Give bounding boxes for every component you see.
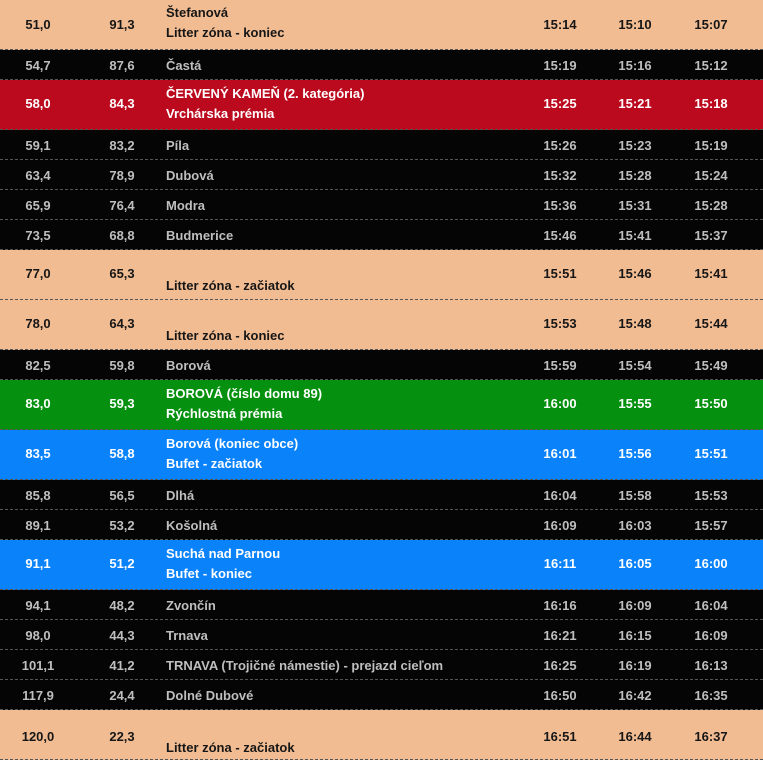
time-slow: 15:44 (694, 316, 728, 331)
km-cell: 63,4 (25, 168, 51, 183)
time-slow: 15:24 (694, 168, 728, 183)
time-slow: 15:12 (694, 58, 728, 73)
time-medium: 16:05 (618, 556, 652, 571)
time-fast: 15:26 (543, 138, 577, 153)
km-cell: 117,9 (22, 688, 54, 703)
time-slow: 15:19 (694, 138, 728, 153)
km-cell: 83,0 (25, 396, 51, 411)
time-fast: 16:11 (543, 556, 577, 571)
time-slow: 15:49 (694, 358, 728, 373)
km-cell: 78,0 (25, 316, 51, 331)
location-name: Borová (166, 358, 211, 373)
time-medium: 15:48 (618, 316, 652, 331)
location-note: Bufet - začiatok (166, 456, 263, 471)
table-row (0, 540, 763, 590)
location-name: Trnava (166, 628, 208, 643)
time-fast: 15:19 (543, 58, 577, 73)
time-fast: 16:50 (543, 688, 577, 703)
time-medium: 16:44 (618, 729, 652, 744)
location-name: BOROVÁ (číslo domu 89) (166, 386, 323, 401)
location-name: Košolná (166, 518, 218, 533)
time-medium: 15:10 (618, 17, 652, 32)
time-medium: 15:54 (618, 358, 652, 373)
time-medium: 16:15 (618, 628, 652, 643)
location-name: Modra (166, 198, 205, 213)
time-slow: 16:13 (694, 658, 728, 673)
table-row (0, 680, 763, 710)
location-note: Litter zóna - koniec (166, 25, 285, 40)
km-cell: 120,0 (21, 729, 55, 744)
time-fast: 15:14 (543, 17, 577, 32)
remaining-km-cell: 24,4 (109, 688, 135, 703)
km-cell: 83,5 (25, 446, 51, 461)
time-slow: 15:41 (694, 266, 728, 281)
table-row (0, 480, 763, 510)
km-cell: 73,5 (25, 228, 51, 243)
time-slow: 15:37 (694, 228, 728, 243)
table-row (0, 380, 763, 430)
time-medium: 15:46 (618, 266, 652, 281)
remaining-km-cell: 64,3 (109, 316, 135, 331)
location-name: Zvončín (166, 598, 216, 613)
remaining-km-cell: 44,3 (109, 628, 135, 643)
table-row (0, 620, 763, 650)
time-fast: 16:21 (543, 628, 577, 643)
remaining-km-cell: 83,2 (109, 138, 135, 153)
km-cell: 65,9 (25, 198, 51, 213)
table-row (0, 650, 763, 680)
remaining-km-cell: 84,3 (109, 96, 135, 111)
remaining-km-cell: 51,2 (109, 556, 135, 571)
time-slow: 15:51 (694, 446, 728, 461)
remaining-km-cell: 91,3 (109, 17, 135, 32)
remaining-km-cell: 68,8 (109, 228, 135, 243)
location-name: Borová (koniec obce) (166, 436, 299, 451)
time-fast: 16:16 (543, 598, 577, 613)
table-row (0, 220, 763, 250)
table-row (0, 590, 763, 620)
time-medium: 15:31 (618, 198, 652, 213)
time-medium: 15:58 (618, 488, 652, 503)
location-name: Štefanová (166, 5, 229, 20)
km-cell: 58,0 (25, 96, 51, 111)
time-fast: 16:00 (543, 396, 577, 411)
time-medium: 15:28 (618, 168, 652, 183)
time-slow: 16:09 (694, 628, 728, 643)
time-fast: 15:53 (543, 316, 577, 331)
remaining-km-cell: 56,5 (109, 488, 135, 503)
time-medium: 16:42 (618, 688, 652, 703)
km-cell: 101,1 (21, 658, 55, 673)
km-cell: 82,5 (25, 358, 51, 373)
time-fast: 16:25 (543, 658, 577, 673)
km-cell: 54,7 (25, 58, 51, 73)
time-fast: 15:32 (543, 168, 577, 183)
km-cell: 89,1 (25, 518, 51, 533)
location-note: Litter zóna - začiatok (166, 740, 295, 755)
remaining-km-cell: 87,6 (109, 58, 135, 73)
time-fast: 16:01 (543, 446, 577, 461)
location-name: Dolné Dubové (166, 688, 254, 703)
time-slow: 16:35 (694, 688, 728, 703)
table-row (0, 50, 763, 80)
time-fast: 15:25 (543, 96, 577, 111)
location-name: Píla (166, 138, 190, 153)
time-medium: 15:23 (618, 138, 652, 153)
location-note: Litter zóna - začiatok (166, 278, 295, 293)
table-row (0, 130, 763, 160)
time-medium: 16:03 (618, 518, 652, 533)
km-cell: 94,1 (25, 598, 51, 613)
time-medium: 16:19 (618, 658, 652, 673)
table-row (0, 0, 763, 50)
location-note: Vrchárska prémia (166, 106, 275, 121)
time-fast: 16:51 (543, 729, 577, 744)
time-medium: 15:21 (618, 96, 652, 111)
km-cell: 98,0 (25, 628, 51, 643)
table-row (0, 350, 763, 380)
time-fast: 15:59 (543, 358, 577, 373)
time-medium: 15:55 (618, 396, 652, 411)
remaining-km-cell: 58,8 (109, 446, 135, 461)
table-row (0, 510, 763, 540)
remaining-km-cell: 76,4 (109, 198, 135, 213)
location-note: Bufet - koniec (166, 566, 252, 581)
time-medium: 15:16 (618, 58, 652, 73)
time-fast: 16:04 (543, 488, 577, 503)
time-fast: 16:09 (543, 518, 577, 533)
time-slow: 15:57 (694, 518, 728, 533)
location-name: Dubová (166, 168, 214, 183)
time-medium: 15:56 (618, 446, 652, 461)
time-slow: 16:04 (694, 598, 728, 613)
remaining-km-cell: 41,2 (109, 658, 135, 673)
table-row (0, 160, 763, 190)
table-row (0, 430, 763, 480)
km-cell: 77,0 (25, 266, 51, 281)
location-name: ČERVENÝ KAMEŇ (2. kategória) (166, 86, 365, 101)
time-fast: 15:46 (543, 228, 577, 243)
location-name: Dlhá (166, 488, 195, 503)
table-row (0, 80, 763, 130)
location-name: TRNAVA (Trojičné námestie) - prejazd cieľom (166, 658, 444, 673)
time-slow: 16:37 (694, 729, 728, 744)
time-medium: 15:41 (618, 228, 652, 243)
time-slow: 16:00 (694, 556, 728, 571)
km-cell: 59,1 (25, 138, 51, 153)
km-cell: 91,1 (25, 556, 51, 571)
time-slow: 15:50 (694, 396, 728, 411)
remaining-km-cell: 59,3 (109, 396, 135, 411)
location-name: Častá (166, 58, 202, 73)
remaining-km-cell: 65,3 (109, 266, 135, 281)
table-row (0, 190, 763, 220)
time-fast: 15:51 (543, 266, 577, 281)
remaining-km-cell: 53,2 (109, 518, 135, 533)
time-fast: 15:36 (543, 198, 577, 213)
location-name: Budmerice (166, 228, 234, 243)
km-cell: 85,8 (25, 488, 51, 503)
location-note: Litter zóna - koniec (166, 328, 285, 343)
table-row (0, 250, 763, 300)
table-row (0, 300, 763, 350)
remaining-km-cell: 22,3 (109, 729, 135, 744)
km-cell: 51,0 (25, 17, 51, 32)
remaining-km-cell: 59,8 (109, 358, 135, 373)
location-name: Suchá nad Parnou (166, 546, 281, 561)
time-slow: 15:28 (694, 198, 728, 213)
time-medium: 16:09 (618, 598, 652, 613)
location-note: Rýchlostná prémia (166, 406, 283, 421)
remaining-km-cell: 48,2 (109, 598, 135, 613)
time-slow: 15:18 (694, 96, 728, 111)
remaining-km-cell: 78,9 (109, 168, 135, 183)
time-slow: 15:07 (694, 17, 728, 32)
time-slow: 15:53 (694, 488, 728, 503)
